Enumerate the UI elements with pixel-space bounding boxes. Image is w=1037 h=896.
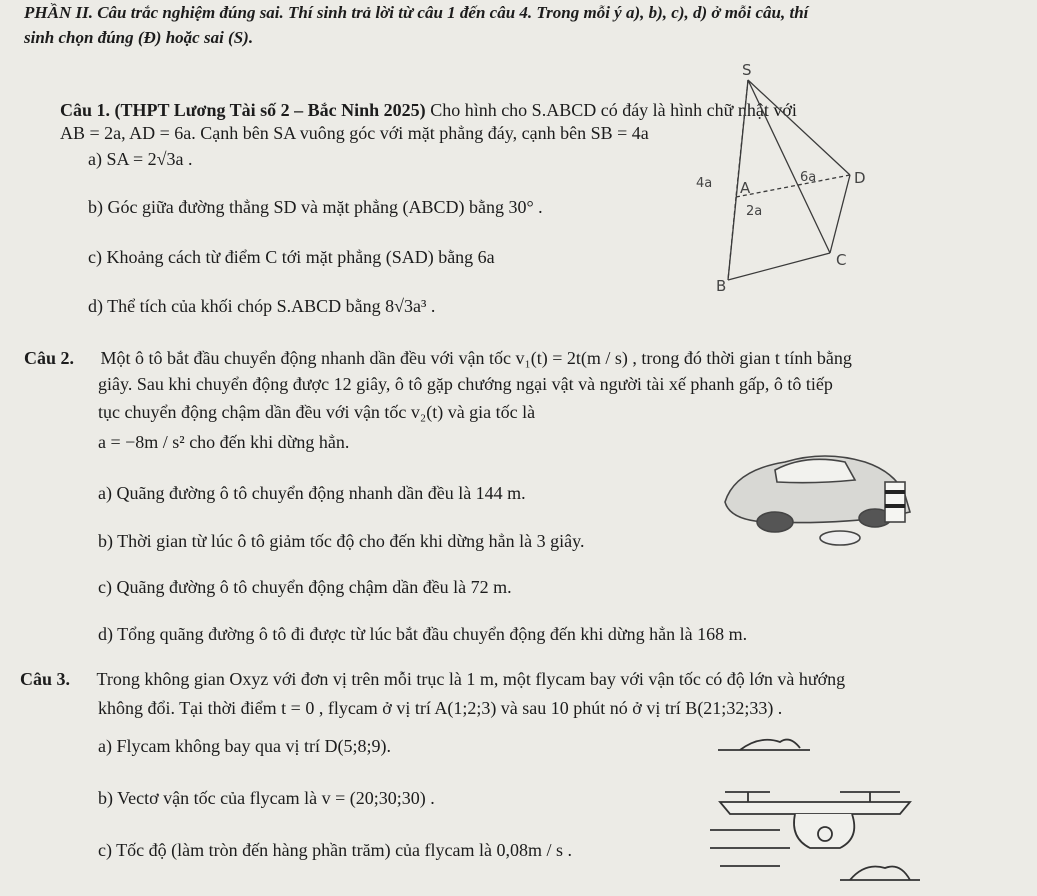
edge-cd xyxy=(830,175,850,253)
q2-stem-line-3: tục chuyển động chậm dần đều với vận tốc v₂(t) và gia tốc là xyxy=(98,402,536,422)
drone-illustration xyxy=(700,730,960,890)
label-4a: 4a xyxy=(696,176,713,191)
q2-stem-line-4: a = −8m / s² cho đến khi dừng hẳn. xyxy=(98,432,350,452)
pyramid-figure xyxy=(690,55,930,295)
q3-stem-line-2: không đổi. Tại thời điểm t = 0 , flycam ở vị trí A(1;2;3) và sau 10 phút nó ở vị trí B(21;32;33) . xyxy=(98,698,783,718)
section-heading-line-2: sinh chọn đúng (Đ) hoặc sai (S). xyxy=(24,28,254,47)
drone-arm xyxy=(720,802,910,814)
cloud-top xyxy=(740,740,800,750)
q1-option-a: a) SA = 2√3a . xyxy=(88,149,193,169)
q2-label: Câu 2. xyxy=(24,348,75,368)
q2-option-c: c) Quãng đường ô tô chuyển động chậm dần đều là 72 m. xyxy=(98,577,512,597)
q2-stem-line-2: giây. Sau khi chuyển động được 12 giây, ô tô gặp chướng ngại vật và người tài xế phanh gấp, ô tô tiếp xyxy=(98,374,833,394)
tire-obstacle xyxy=(820,531,860,545)
edge-ad xyxy=(736,175,850,197)
label-c: C xyxy=(836,251,847,269)
q3-option-b: b) Vectơ vận tốc của flycam là v = (20;30;30) . xyxy=(98,788,435,808)
q3-label: Câu 3. xyxy=(20,669,71,689)
q3-option-a: a) Flycam không bay qua vị trí D(5;8;9). xyxy=(98,736,391,756)
q1-source: (THPT Lương Tài số 2 – Bắc Ninh 2025) xyxy=(114,100,426,120)
q1-stem-text: Cho hình cho S.ABCD có đáy là hình chữ nhật với xyxy=(430,100,797,120)
car-illustration xyxy=(705,440,955,550)
label-2a: 2a xyxy=(746,204,763,219)
label-b: B xyxy=(716,277,727,295)
q2-option-d: d) Tổng quãng đường ô tô đi được từ lúc bắt đầu chuyển động đến khi dừng hẳn là 168 m. xyxy=(98,624,748,644)
q1-stem-line-1 xyxy=(60,99,797,121)
q2-option-a: a) Quãng đường ô tô chuyển động nhanh dần đều là 144 m. xyxy=(98,483,526,503)
drone-body xyxy=(794,814,854,848)
q3-stem-text-1: Trong không gian Oxyz với đơn vị trên mỗi trục là 1 m, một flycam bay với vận tốc có độ lớn và hướng xyxy=(96,669,846,689)
q2-stem-line-1 xyxy=(24,347,852,369)
q2-stem-text-1: Một ô tô bắt đầu chuyển động nhanh dần đều với vận tốc v₁(t) = 2t(m / s) , trong đó thời gian t tính bằng xyxy=(100,348,852,368)
label-d: D xyxy=(854,169,866,187)
barrier-drum xyxy=(885,482,905,522)
label-s: S xyxy=(742,61,752,79)
q3-option-c: c) Tốc độ (làm tròn đến hàng phần trăm) của flycam là 0,08m / s . xyxy=(98,840,573,860)
edge-bc xyxy=(728,253,830,280)
q2-option-b: b) Thời gian từ lúc ô tô giảm tốc độ cho đến khi dừng hẳn là 3 giây. xyxy=(98,531,585,551)
q1-option-c: c) Khoảng cách từ điểm C tới mặt phẳng (SAD) bằng 6a xyxy=(88,247,495,267)
label-6a: 6a xyxy=(800,170,817,185)
car-wheel-front xyxy=(757,512,793,532)
q3-stem-line-1 xyxy=(20,668,845,690)
q1-stem-line-2: AB = 2a, AD = 6a. Cạnh bên SA vuông góc với mặt phẳng đáy, cạnh bên SB = 4a xyxy=(60,123,649,143)
q1-option-b: b) Góc giữa đường thẳng SD và mặt phẳng (ABCD) bằng 30° . xyxy=(88,197,543,217)
label-a: A xyxy=(740,179,751,197)
cloud-bottom xyxy=(850,867,910,881)
q1-label: Câu 1. xyxy=(60,100,111,120)
edge-sd xyxy=(748,80,850,175)
section-heading-line-1: PHẦN II. Câu trắc nghiệm đúng sai. Thí sinh trả lời từ câu 1 đến câu 4. Trong mỗi ý a), b), c), d) ở mỗi câu, thí xyxy=(24,3,809,22)
q1-option-d: d) Thể tích của khối chóp S.ABCD bằng 8√3a³ . xyxy=(88,296,436,316)
edge-sc xyxy=(748,80,830,253)
